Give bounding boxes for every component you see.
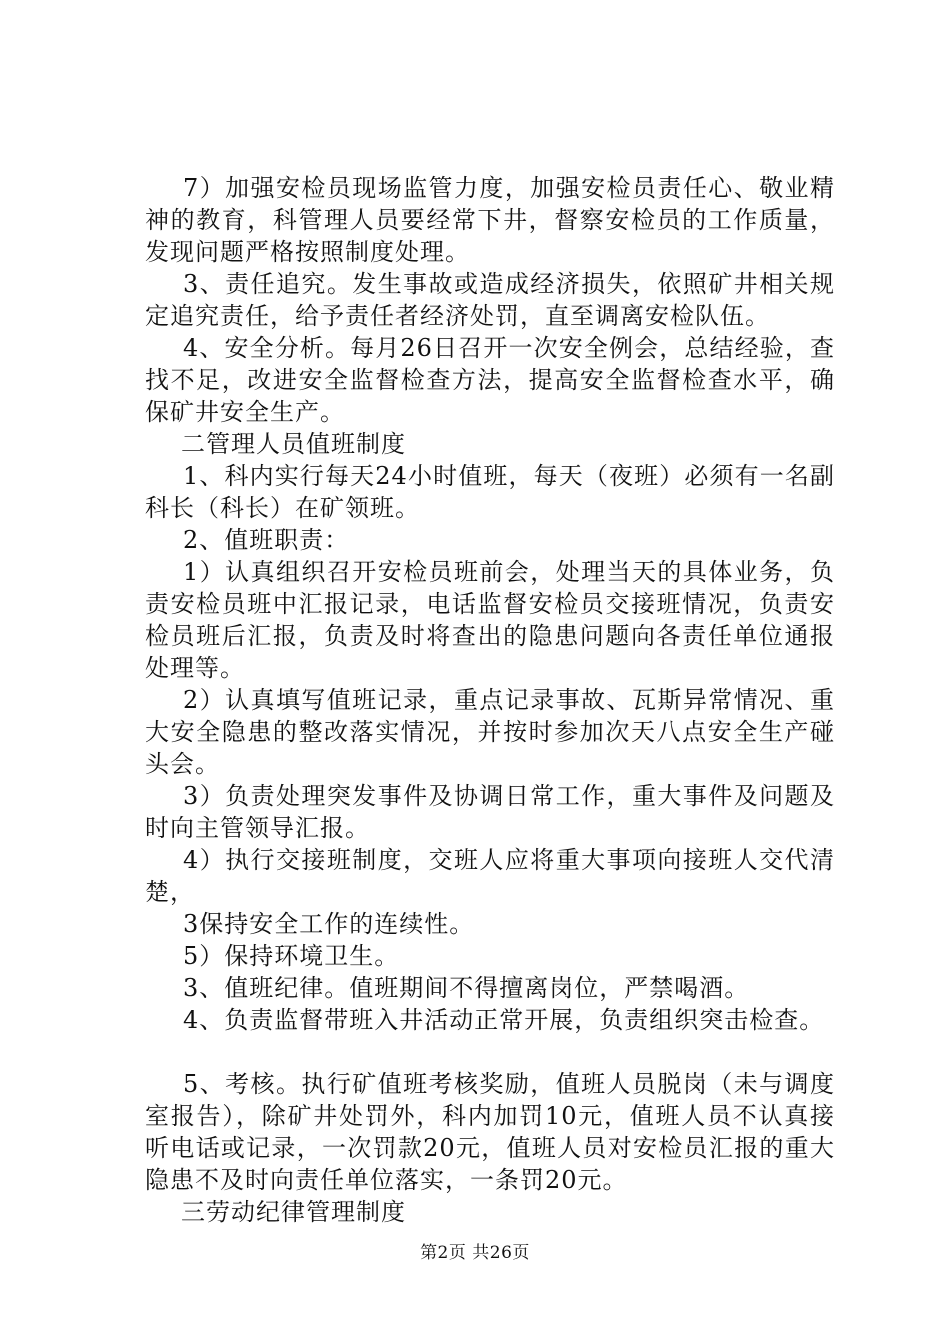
paragraph-assessment: 5、考核。执行矿值班考核奖励，值班人员脱岗（未与调度室报告），除矿井处罚外，科内加罚10元，值班人员不认真接听电话或记录，一次罚款20元，值班人员对安检员汇报的重大隐患不及时向责任单位落实，一条罚20元。 [145, 1070, 835, 1194]
paragraph-duty-discipline: 3、值班纪律。值班期间不得擅离岗位，严禁喝酒。 [183, 974, 750, 1002]
paragraph-continuity: 3保持安全工作的连续性。 [183, 910, 475, 938]
paragraph-item-7: 7）加强安检员现场监管力度，加强安检员责任心、敬业精神的教育，科管理人员要经常下井，督察安检员的工作质量，发现问题严格按照制度处理。 [145, 174, 835, 266]
document-body [145, 172, 835, 1228]
paragraph-duty-item-1: 1）认真组织召开安检员班前会，处理当天的具体业务，负责安检员班中汇报记录，电话监督安检员交接班情况，负责安检员班后汇报，负责及时将查出的隐患问题向各责任单位通报处理等。 [145, 558, 835, 682]
paragraph-duty-item-4: 4）执行交接班制度，交班人应将重大事项向接班人交代清楚， [145, 846, 835, 906]
paragraph-duty-responsibilities: 2、值班职责： [183, 526, 350, 554]
paragraph-supervision: 4、负责监督带班入井活动正常开展，负责组织突击检查。 [183, 1006, 825, 1034]
paragraph-duty-item-3: 3）负责处理突发事件及协调日常工作，重大事件及问题及时向主管领导汇报。 [145, 782, 835, 842]
section-heading-labor-discipline: 三劳动纪律管理制度 [181, 1198, 406, 1226]
section-heading-duty-system: 二管理人员值班制度 [181, 430, 406, 458]
paragraph-safety-analysis: 4、安全分析。每月26日召开一次安全例会，总结经验，查找不足，改进安全监督检查方法，提高安全监督检查水平，确保矿井安全生产。 [145, 334, 835, 426]
paragraph-duty-item-2: 2）认真填写值班记录，重点记录事故、瓦斯异常情况、重大安全隐患的整改落实情况，并按时参加次天八点安全生产碰头会。 [145, 686, 835, 778]
paragraph-duty-24h: 1、科内实行每天24小时值班，每天（夜班）必须有一名副科长（科长）在矿领班。 [145, 462, 835, 522]
page-number-footer: 第2页 共26页 [420, 1243, 530, 1263]
paragraph-duty-item-5: 5）保持环境卫生。 [183, 942, 400, 970]
paragraph-responsibility: 3、责任追究。发生事故或造成经济损失，依照矿井相关规定追究责任，给予责任者经济处罚，直至调离安检队伍。 [145, 270, 835, 330]
